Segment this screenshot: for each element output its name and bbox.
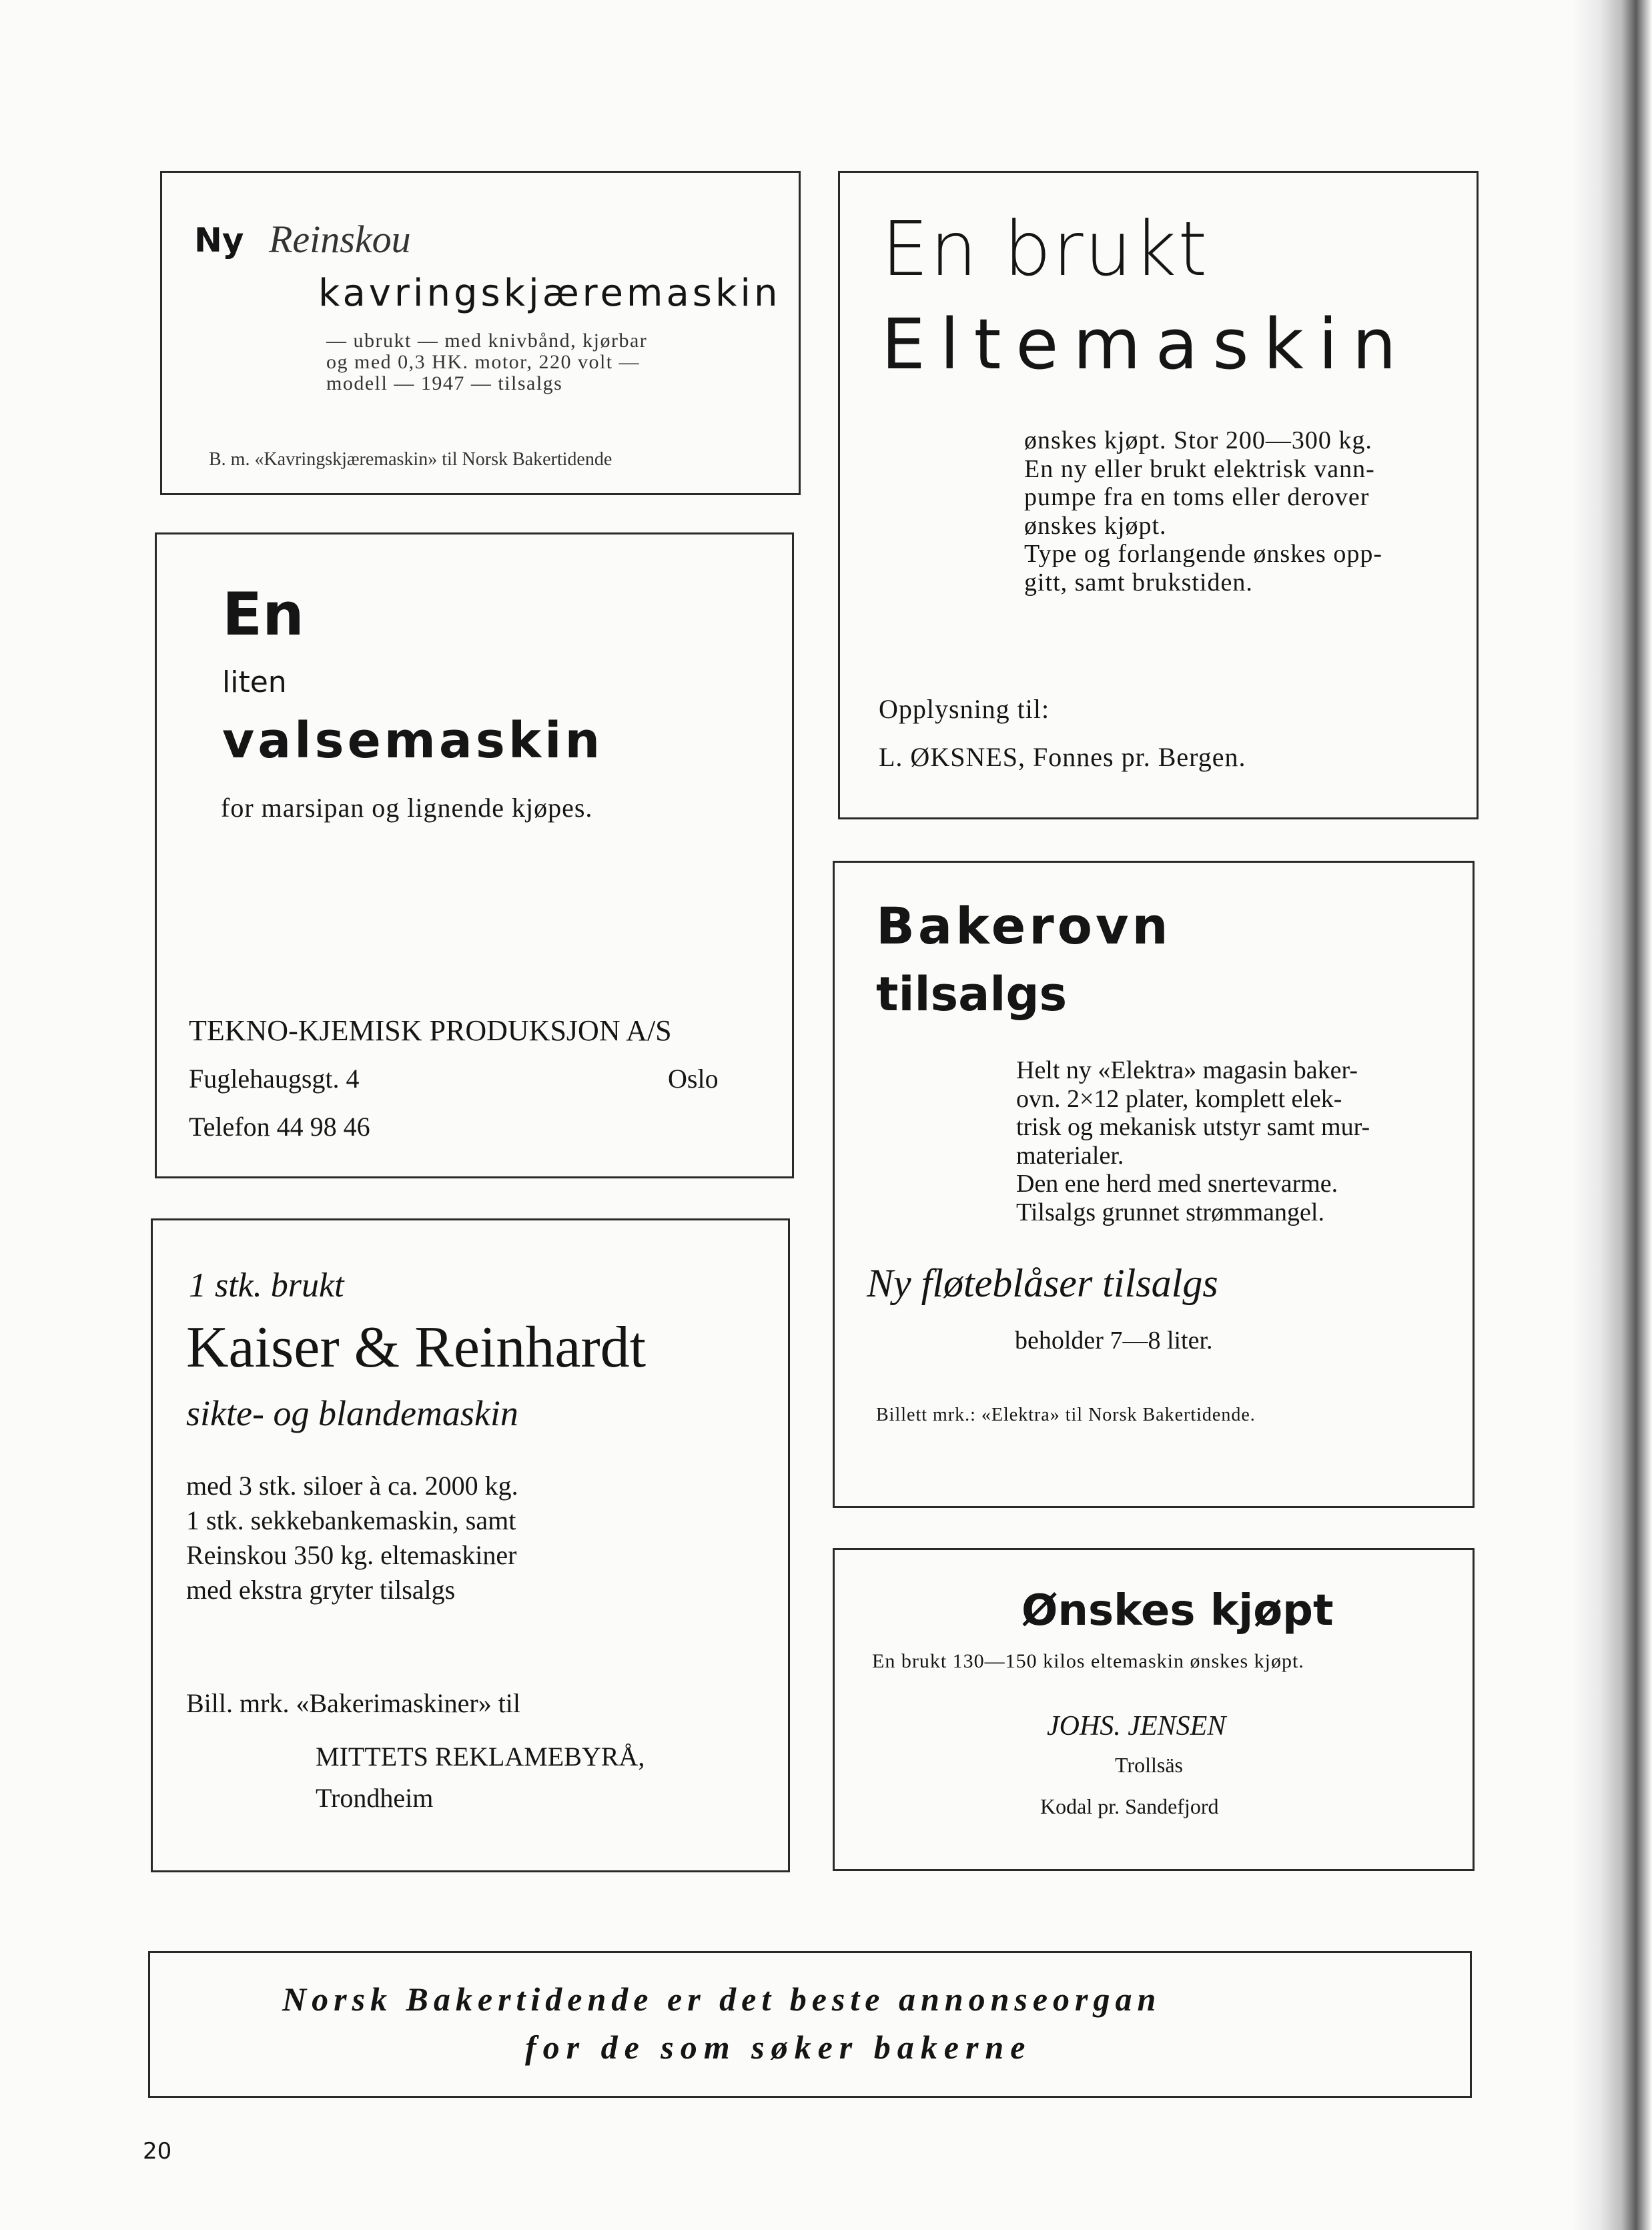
ad3-script-line: 1 stk. brukt: [189, 1266, 344, 1305]
ad3-bill: Bill. mrk. «Bakerimaskiner» til: [186, 1688, 521, 1718]
ad3-script-subtitle: sikte- og blandemaskin: [186, 1393, 518, 1433]
ad2-liten: liten: [222, 665, 287, 699]
ad6-title: Ønskes kjøpt: [1021, 1586, 1334, 1635]
ad4-eltemaskin: Eltemaskin: [881, 304, 1411, 385]
ad2-company: TEKNO-KJEMISK PRODUKSJON A/S: [189, 1014, 672, 1047]
ad4-info: L. ØKSNES, Fonnes pr. Bergen.: [879, 742, 1246, 772]
ad6-name: JOHS. JENSEN: [1047, 1711, 1226, 1742]
ad2-desc: for marsipan og lignende kjøpes.: [221, 793, 593, 823]
ad-kaiser-reinhardt: [151, 1218, 790, 1872]
ad3-agency-city: Trondheim: [316, 1783, 434, 1813]
ad-eltemaskin: [838, 171, 1479, 819]
ad-onskes-kjopt: [833, 1548, 1475, 1871]
ad4-info-label: Opplysning til:: [879, 694, 1050, 724]
banner-line2: for de som søker bakerne: [525, 2028, 1032, 2066]
binding-shadow: [1572, 0, 1652, 2230]
ad1-brand-script: Reinskou: [269, 218, 411, 261]
ad5-capacity: beholder 7—8 liter.: [1015, 1327, 1213, 1355]
ad2-city: Oslo: [668, 1064, 719, 1094]
ad3-title: Kaiser & Reinhardt: [186, 1315, 647, 1380]
ad2-phone: Telefon 44 98 46: [189, 1112, 370, 1142]
ad3-body: med 3 stk. siloer à ca. 2000 kg. 1 stk. sekkebankemaskin, samt Reinskou 350 kg. eltemaskiner med ekstra gryter tilsalgs: [186, 1471, 518, 1605]
ad2-valsemaskin: valsemaskin: [222, 712, 604, 769]
ad1-footer: B. m. «Kavringskjæremaskin» til Norsk Bakertidende: [209, 449, 612, 470]
ad2-street: Fuglehaugsgt. 4: [189, 1064, 360, 1094]
ad4-en-brukt: En brukt: [881, 206, 1209, 293]
ad-bakerovn: [833, 861, 1475, 1508]
ad5-script: Ny fløteblåser tilsalgs: [867, 1261, 1218, 1305]
ad4-body: ønskes kjøpt. Stor 200—300 kg. En ny eller brukt elektrisk vann- pumpe fra en toms eller derover ønskes kjøpt. Type og forlangende ønskes opp- gitt, samt brukstiden.: [1024, 426, 1382, 597]
ad1-ny: Ny: [194, 221, 244, 260]
page-number: 20: [143, 2138, 172, 2165]
ad6-place: Trollsäs: [1115, 1753, 1183, 1777]
banner-line1: Norsk Bakertidende er det beste annonseorgan: [282, 1980, 1162, 2018]
ad-kavringskjaeremaskin: [160, 171, 801, 495]
ad3-agency: MITTETS REKLAMEBYRÅ,: [316, 1742, 645, 1772]
ad5-bakerovn: Bakerovn: [876, 896, 1172, 956]
ad5-tilsalgs: tilsalgs: [876, 967, 1068, 1022]
ad-valsemaskin: [155, 532, 794, 1178]
ad6-town: Kodal pr. Sandefjord: [1040, 1794, 1219, 1818]
ad6-body: En brukt 130—150 kilos eltemaskin ønskes kjøpt.: [872, 1650, 1304, 1672]
banner: [148, 1951, 1472, 2098]
ad5-footer: Billett mrk.: «Elektra» til Norsk Bakertidende.: [876, 1405, 1256, 1425]
ad1-body: — ubrukt — med knivbånd, kjørbar og med 0,3 HK. motor, 220 volt — modell — 1947 — tilsalgs: [326, 330, 648, 394]
ad2-en: En: [222, 580, 304, 649]
ad5-body: Helt ny «Elektra» magasin baker- ovn. 2×12 plater, komplett elek- trisk og mekanisk utstyr samt mur- materialer. Den ene herd med snertevarme. Tilsalgs grunnet strømmangel.: [1016, 1056, 1370, 1226]
ad1-title: kavringskjæremaskin: [318, 272, 781, 315]
